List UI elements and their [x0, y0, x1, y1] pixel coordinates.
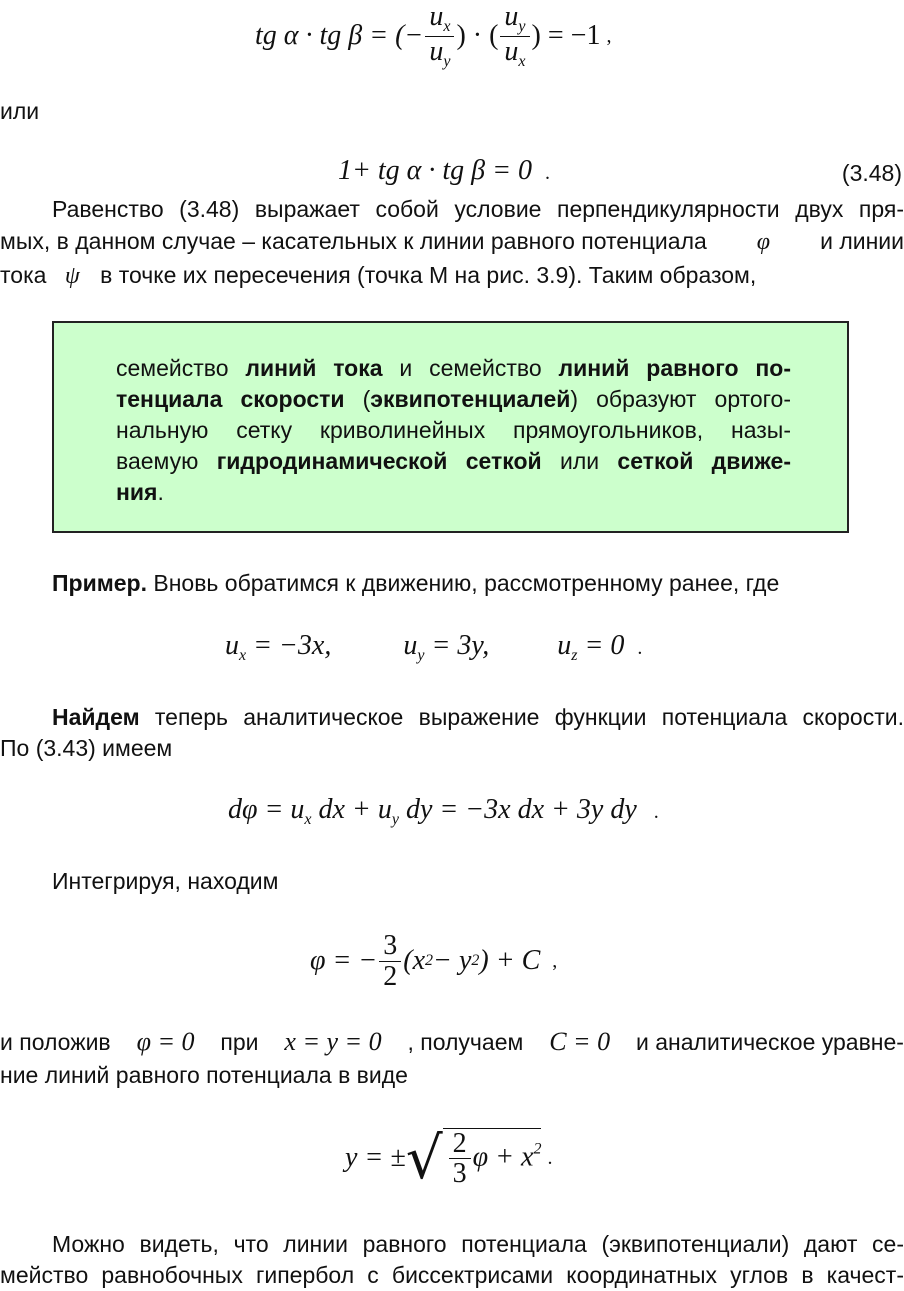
- para1-line1: Равенство (3.48) выражает собой условие перпендикулярности двух пря-: [52, 196, 904, 222]
- phi-tail: ,: [552, 949, 558, 972]
- y-tail: .: [547, 1146, 553, 1169]
- phi-rest-a: (x: [403, 945, 426, 976]
- phi-rest-c: ) + C: [479, 945, 541, 976]
- para1-line2: [0, 226, 904, 258]
- find-line1-rest: теперь аналитическое выражение функции потенциала скорости.: [154, 704, 904, 730]
- example-line: [52, 568, 779, 599]
- y-sq: 2: [533, 1139, 542, 1157]
- eq-top-right: ) = −1: [531, 20, 601, 51]
- f2-den: u: [504, 35, 519, 67]
- box-l1-b: линий тока: [245, 355, 383, 381]
- fraction-uy-ux: [500, 2, 529, 71]
- word-or: или: [0, 98, 40, 124]
- box-l4-b: гидродинамической сеткой: [216, 448, 542, 474]
- equation-dphi: [228, 794, 659, 829]
- equation-number-3-48: (3.48): [841, 160, 902, 186]
- set-m2: x = y = 0: [284, 1027, 382, 1056]
- f2-den-sub: x: [518, 52, 526, 70]
- find-bold: Найдем: [52, 704, 140, 730]
- sqrt-body: [443, 1128, 542, 1189]
- eq-top-mid: ) · (: [456, 20, 499, 51]
- vel-ux: u: [225, 630, 239, 661]
- vel-uy: u: [403, 630, 418, 661]
- equation-phi: [310, 926, 557, 996]
- phi-symbol: φ: [756, 229, 771, 255]
- set-m3: C = 0: [549, 1027, 611, 1056]
- phi-lhs: φ = −: [310, 945, 378, 976]
- phi-sq2: 2: [471, 952, 480, 969]
- dphi-s2: y: [391, 811, 399, 828]
- y-num: 2: [449, 1129, 471, 1159]
- f1-num-sub: x: [443, 17, 451, 35]
- example-label: Пример.: [52, 570, 147, 596]
- equation-3-48: [338, 155, 550, 187]
- para1-line3-b: в точке их пересечения (точка М на рис. 3.9). Таким образом,: [100, 262, 757, 288]
- phi-sq1: 2: [425, 952, 434, 969]
- integrating-line: Интегрируя, находим: [52, 868, 279, 894]
- vel-uz-sub: z: [571, 647, 578, 664]
- set-line1: [0, 1026, 904, 1058]
- box-line-1: [116, 353, 791, 384]
- f1-den-sub: y: [443, 52, 451, 70]
- dphi-s1: x: [304, 811, 312, 828]
- set-m1: φ = 0: [136, 1027, 195, 1056]
- dphi-expr: dφ = u: [228, 794, 305, 825]
- definition-box: [52, 321, 849, 533]
- box-l1-d: линий равного по-: [558, 355, 792, 381]
- set-d: и аналитическое уравне-: [636, 1029, 904, 1055]
- equation-y: [345, 1120, 552, 1196]
- f1-num: u: [429, 0, 444, 32]
- equation-tg-product: [255, 0, 612, 70]
- equation-velocities: [225, 630, 642, 665]
- box-line-2: [116, 384, 791, 415]
- last-line2: мейство равнобочных гипербол с биссектрисами координатных углов в качест-: [0, 1262, 904, 1288]
- para1-line3-a: тока: [0, 262, 47, 288]
- psi-symbol: ψ: [64, 263, 80, 289]
- box-l2-a: тенциала скорости: [116, 386, 345, 412]
- vel-ux-sub: x: [239, 647, 247, 664]
- box-l2-b: (: [362, 386, 371, 412]
- box-l4-c: или: [559, 448, 600, 474]
- set-a: и положив: [0, 1029, 111, 1055]
- box-l1-c: и семейство: [399, 355, 542, 381]
- fraction-2-3: [449, 1129, 471, 1189]
- vel-ux-rhs: = −3x,: [253, 630, 332, 661]
- eq-top-left: tg α · tg β = (−: [255, 20, 424, 51]
- vel-tail: .: [637, 637, 643, 659]
- set-b: при: [220, 1029, 259, 1055]
- para1-line2-b: и линии: [820, 228, 904, 254]
- fraction-3-2: [379, 931, 401, 991]
- box-line-3: нальную сетку криволинейных прямоугольников, назы-: [116, 417, 791, 443]
- set-c: , получаем: [407, 1029, 524, 1055]
- y-rest: φ + x: [472, 1140, 534, 1172]
- find-line1: [52, 702, 904, 733]
- eq348-expr: 1+ tg α · tg β = 0: [338, 155, 532, 186]
- box-l1-a: семейство: [116, 355, 229, 381]
- f2-num-sub: y: [518, 17, 526, 35]
- vel-uy-rhs: = 3y,: [431, 630, 490, 661]
- box-line-5: [116, 477, 164, 508]
- phi-num: 3: [379, 931, 401, 961]
- last-line1: Можно видеть, что линии равного потенциала (эквипотенциали) дают се-: [52, 1231, 904, 1257]
- find-line2: По (3.43) имеем: [0, 735, 173, 761]
- box-l4-d: сеткой движе-: [617, 448, 791, 474]
- box-l5-a: ния: [116, 479, 158, 505]
- vel-uz: u: [557, 630, 572, 661]
- y-den: 3: [452, 1158, 467, 1189]
- fraction-ux-uy: [425, 2, 454, 71]
- box-l2-c: эквипотенциалей: [370, 386, 571, 412]
- example-text: Вновь обратимся к движению, рассмотренному ранее, где: [153, 570, 780, 596]
- vel-uy-sub: y: [417, 647, 425, 664]
- vel-uz-rhs: = 0: [584, 630, 625, 661]
- set-line2: ние линий равного потенциала в виде: [0, 1062, 408, 1088]
- box-l2-d: ) образуют ортого-: [570, 386, 792, 412]
- box-l5-b: .: [157, 479, 164, 505]
- dphi-mid: dx + u: [318, 794, 392, 825]
- phi-den: 2: [383, 960, 398, 992]
- eq348-tail: .: [545, 162, 550, 184]
- para1-line2-a: мых, в данном случае – касательных к линии равного потенциала: [0, 228, 707, 254]
- eq-top-tail: ,: [606, 24, 612, 47]
- box-l4-a: ваемую: [116, 448, 199, 474]
- dphi-tail: .: [653, 801, 659, 823]
- box-line-4: [116, 446, 791, 477]
- sqrt-sign: √: [405, 1124, 443, 1192]
- dphi-rest: dy = −3x dx + 3y dy: [405, 794, 637, 825]
- phi-rest-b: − y: [433, 945, 472, 976]
- y-lhs: y = ±: [345, 1142, 406, 1173]
- f2-num: u: [504, 0, 519, 32]
- para1-line3: [0, 260, 756, 292]
- f1-den: u: [429, 35, 444, 67]
